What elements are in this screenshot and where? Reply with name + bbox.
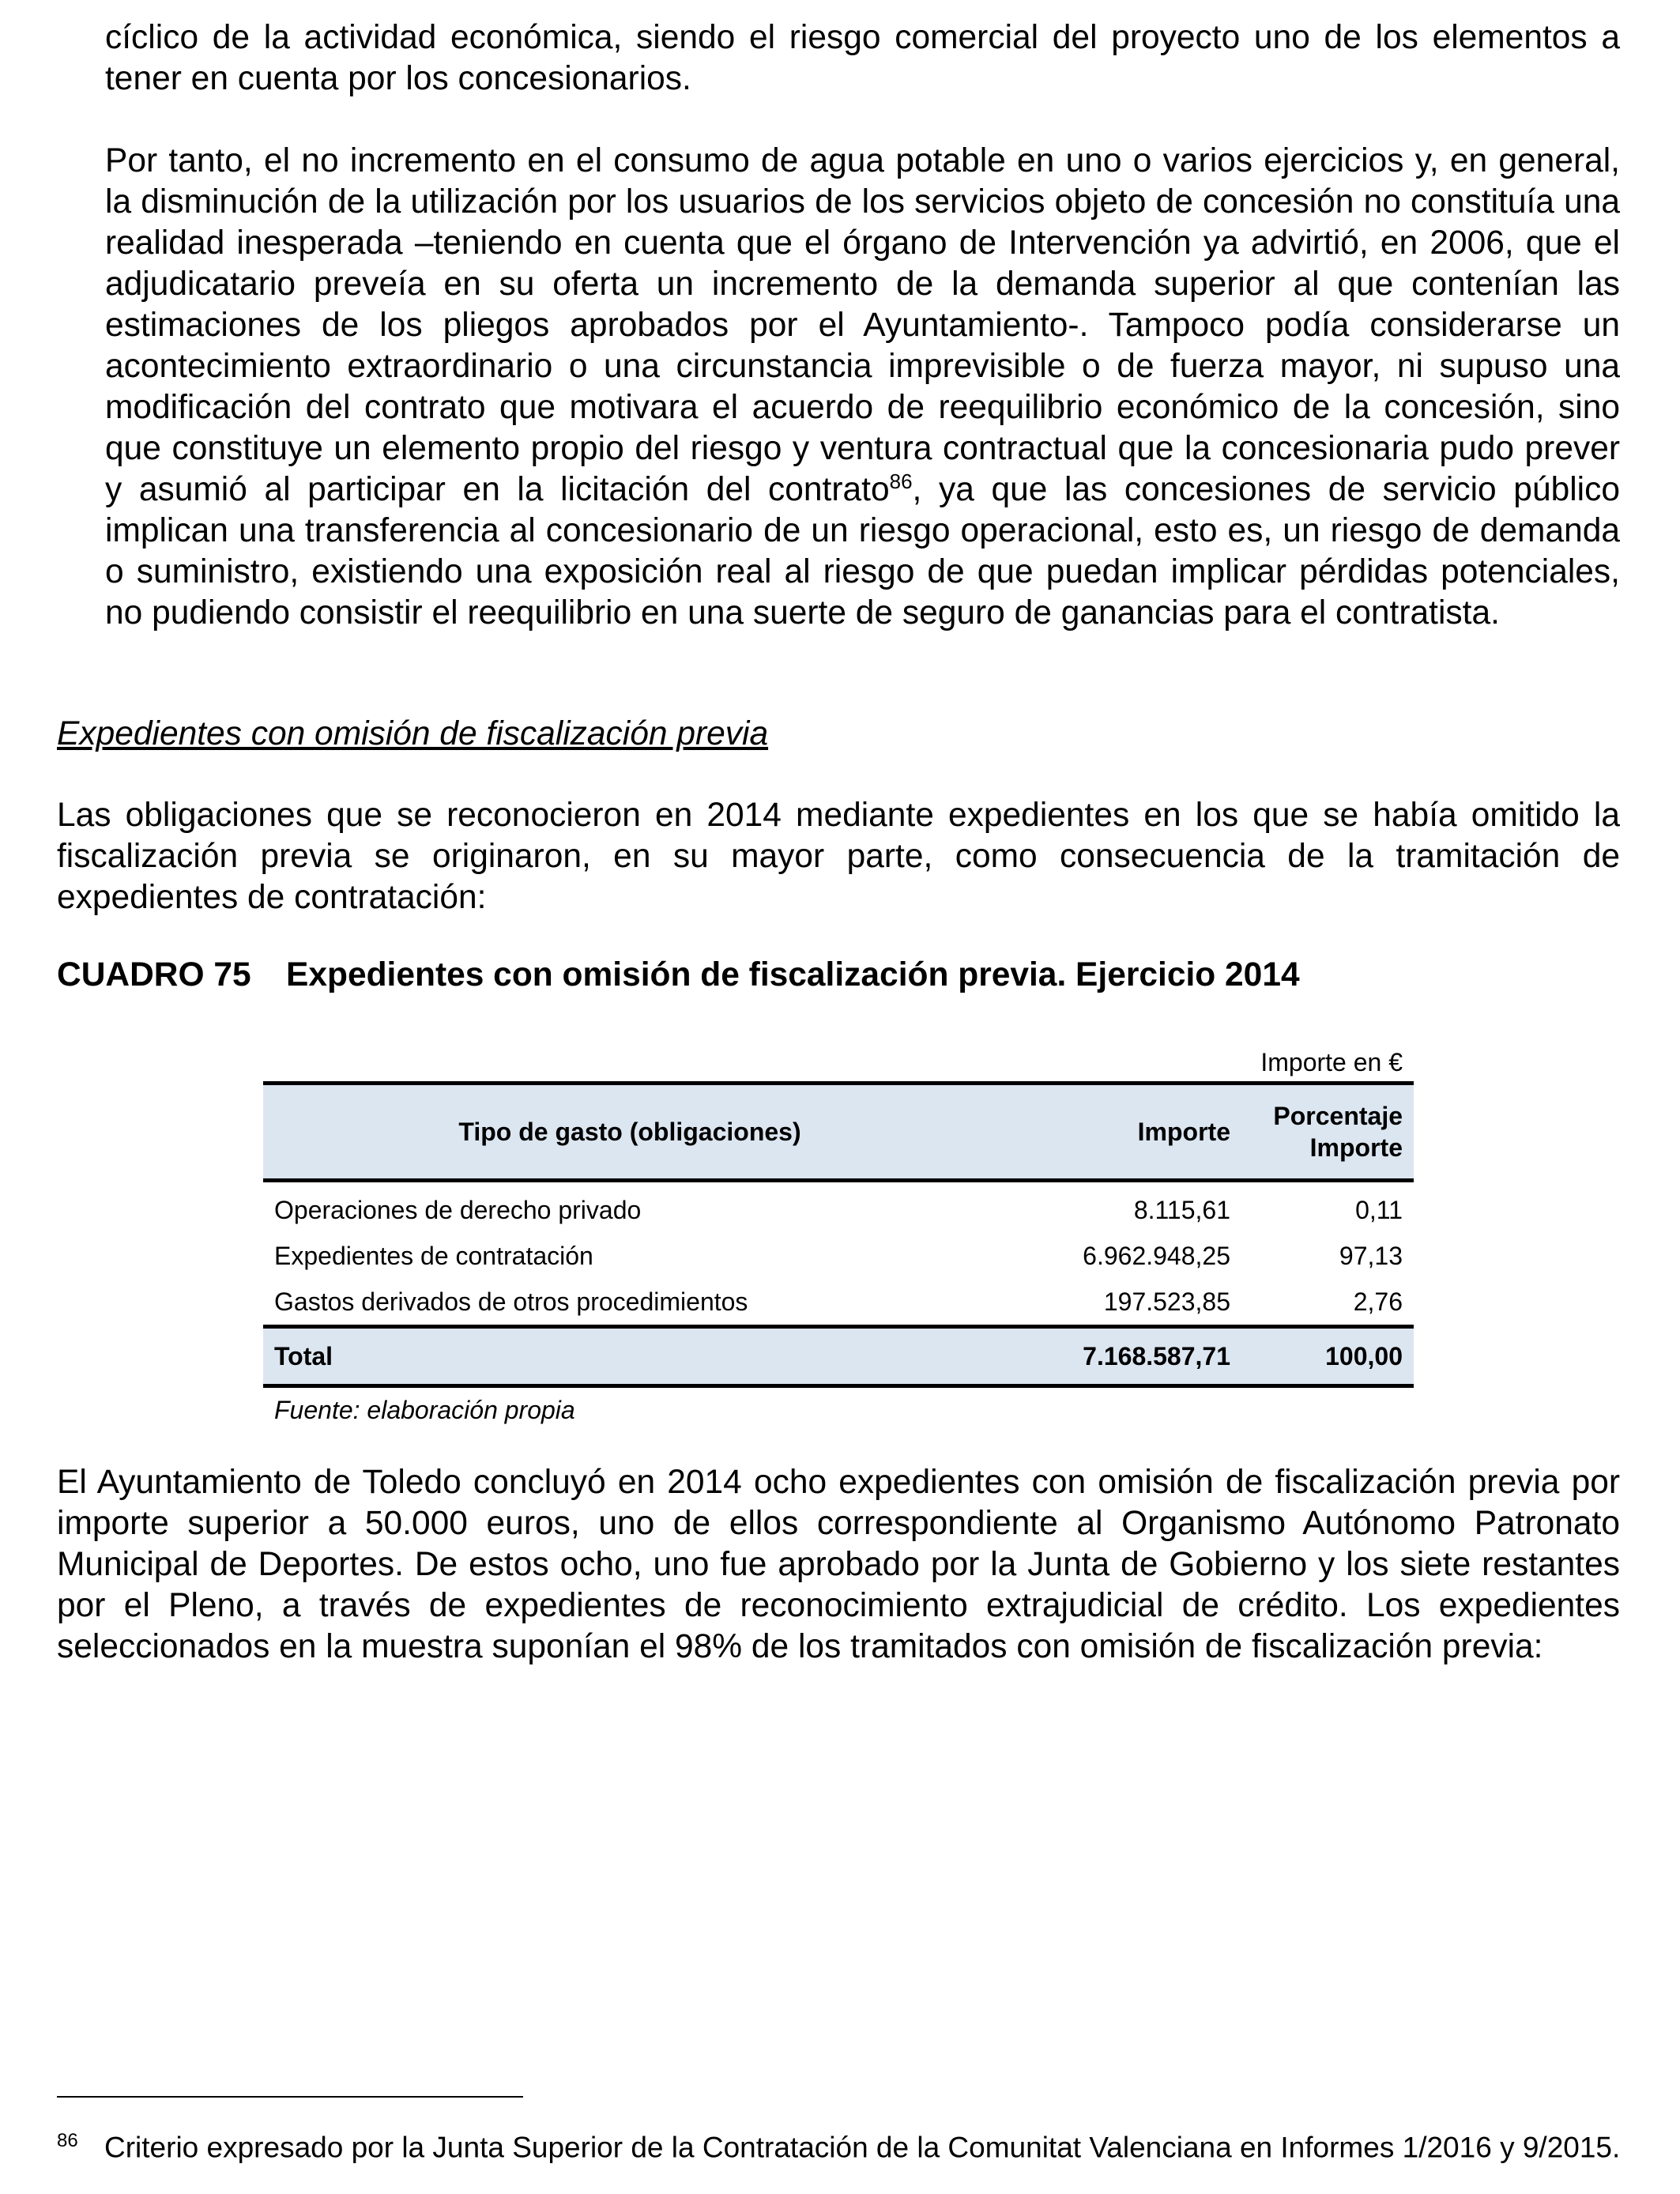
row-porcentaje: 0,11 [1355, 1196, 1403, 1224]
table-row [263, 1279, 1414, 1327]
table-source: Fuente: elaboración propia [274, 1396, 575, 1424]
total-label: Total [263, 1327, 996, 1386]
row-porcentaje: 97,13 [1339, 1242, 1403, 1270]
section-subheading: Expedientes con omisión de fiscalización previa [57, 715, 769, 752]
expedientes-table [263, 1081, 1414, 1388]
table-title: Expedientes con omisión de fiscalización previa. Ejercicio 2014 [286, 956, 1300, 993]
footnote-number: 86 [57, 2130, 78, 2151]
total-importe: 7.168.587,71 [996, 1327, 1241, 1386]
footnote-reference: 86 [889, 469, 913, 493]
table-total-row [263, 1327, 1414, 1386]
paragraph-risk-text-b: , ya que las concesiones de servicio público implican una transferencia al concesionario de un riesgo operacional, esto es, un riesgo de demanda o suministro, existiendo una exposición real al riesgo de que puedan implicar pérdidas potenciales, no pudiendo consistir el reequilibrio en una suerte de seguro de ganancias para el contratista. [105, 471, 1620, 631]
table-row [263, 1187, 1414, 1233]
paragraph-risk-text-a: Por tanto, el no incremento en el consumo de agua potable en uno o varios ejercicios y, en general, la disminución de la utilización por los usuarios de los servicios objeto de concesión no constituía una realidad inesperada –teniendo en cuenta que el órgano de Intervención ya advirtió, en 2006, que el adjudicatario preveía en su oferta un incremento de la demanda superior al que contenían las estimaciones de los pliegos aprobados por el Ayuntamiento-. Tampoco podía considerarse un acontecimiento extraordinario o una circunstancia imprevisible o de fuerza mayor, ni supuso una modificación del contrato que motivara el acuerdo de reequilibrio económico de la concesión, sino que constituye un elemento propio del riesgo y ventura contractual que la concesionaria pudo prever y asumió al participar en la licitación del contrato [105, 142, 1620, 508]
row-porcentaje: 2,76 [1353, 1287, 1403, 1316]
row-label: Expedientes de contratación [274, 1242, 593, 1270]
header-porcentaje [1241, 1084, 1414, 1181]
table-number: CUADRO 75 [57, 956, 251, 993]
header-porcentaje-line2: Importe [1309, 1133, 1403, 1162]
paragraph-toledo-expedientes: El Ayuntamiento de Toledo concluyó en 2014 ocho expedientes con omisión de fiscalización previa por importe superior a 50.000 euros, uno de ellos correspondiente al Organismo Autónomo Patronato Municipal de Deportes. De estos ocho, uno fue aprobado por la Junta de Gobierno y los siete restantes por el Pleno, a través de expedientes de reconocimiento extrajudicial de crédito. Los expedientes seleccionados en la muestra suponían el 98% de los tramitados con omisión de fiscalización previa: [57, 1464, 1620, 1665]
paragraph-risk-analysis [105, 141, 1620, 634]
footnote-separator [57, 2096, 523, 2098]
paragraph-obligations: Las obligaciones que se reconocieron en 2014 mediante expedientes en los que se había omitido la fiscalización previa se originaron, en su mayor parte, como consecuencia de la tramitación de expedientes de contratación: [57, 797, 1620, 916]
header-tipo-gasto: Tipo de gasto (obligaciones) [458, 1118, 801, 1146]
total-porcentaje: 100,00 [1241, 1327, 1414, 1386]
row-importe: 8.115,61 [1133, 1196, 1230, 1224]
footnote-text: Criterio expresado por la Junta Superior de la Contratación de la Comunitat Valenciana en Informes 1/2016 y 9/2015. [104, 2131, 1621, 2164]
footnote [57, 2122, 1620, 2166]
row-importe: 6.962.948,25 [1083, 1242, 1230, 1270]
row-label: Operaciones de derecho privado [274, 1196, 642, 1224]
row-label: Gastos derivados de otros procedimientos [274, 1287, 748, 1316]
table-row [263, 1233, 1414, 1279]
paragraph-continuation: cíclico de la actividad económica, siendo el riesgo comercial del proyecto uno de los elementos a tener en cuenta por los concesionarios. [105, 19, 1620, 97]
table-caption [57, 955, 1300, 996]
table-unit-label: Importe en € [1260, 1048, 1403, 1076]
table-header-row [263, 1084, 1414, 1181]
row-importe: 197.523,85 [1103, 1287, 1230, 1316]
header-porcentaje-line1: Porcentaje [1273, 1102, 1403, 1130]
header-importe: Importe [1137, 1118, 1230, 1146]
table-container [263, 1043, 1414, 1425]
